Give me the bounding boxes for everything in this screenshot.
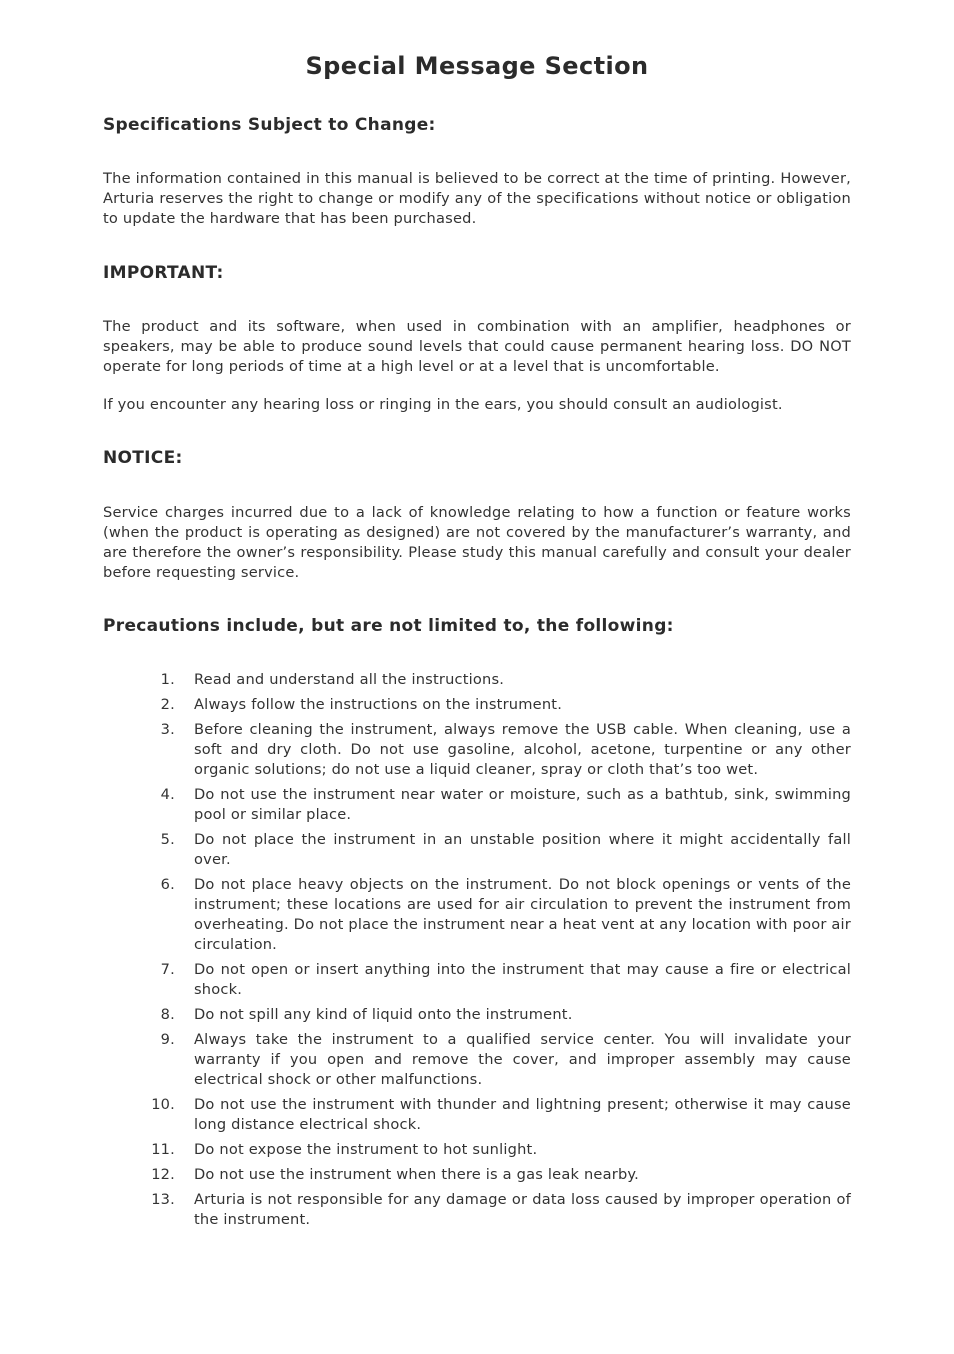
precautions-list <box>103 670 851 1235</box>
important-paragraph: The product and its software, when used in combination with an amplifier, headphones or speakers, may be able to produce sound levels that could cause permanent hearing loss. DO NOT operate for long periods of time at a high level or at a level that is uncomfortable. <box>103 318 851 375</box>
important-heading: IMPORTANT: <box>103 263 224 283</box>
list-item-number: 13. <box>151 1191 175 1208</box>
list-item-number: 6. <box>160 876 175 893</box>
list-item <box>103 1005 851 1025</box>
list-item <box>103 875 851 955</box>
list-item <box>103 1095 851 1135</box>
list-item-number: 11. <box>151 1141 175 1158</box>
list-item-text: Do not place heavy objects on the instrument. Do not block openings or vents of the instrument; these locations are used for air circulation to prevent the instrument from overheating. Do not place the instrument near a heat vent at any location with poor air circulation. <box>194 876 851 953</box>
list-item <box>103 695 851 715</box>
list-item-number: 3. <box>160 721 175 738</box>
list-item-text: Always take the instrument to a qualified service center. You will invalidate your warranty if you open and remove the cover, and improper assembly may cause electrical shock or other malfunctions. <box>194 1031 851 1088</box>
list-item <box>103 670 851 690</box>
list-item-text: Do not place the instrument in an unstable position where it might accidentally fall over. <box>194 831 851 868</box>
list-item <box>103 1165 851 1185</box>
list-item-text: Always follow the instructions on the instrument. <box>194 696 563 713</box>
list-item-number: 7. <box>160 961 175 978</box>
list-item-text: Do not spill any kind of liquid onto the instrument. <box>194 1006 573 1023</box>
notice-paragraph: Service charges incurred due to a lack of knowledge relating to how a function or feature works (when the product is operating as designed) are not covered by the manufacturer’s warranty, and are therefore the owner’s responsibility. Please study this manual carefully and consult your dealer before requesting service. <box>103 504 851 581</box>
notice-heading: NOTICE: <box>103 448 183 468</box>
list-item <box>103 830 851 870</box>
list-item-text: Do not use the instrument near water or moisture, such as a bathtub, sink, swimming pool or similar place. <box>194 786 851 823</box>
precautions-heading: Precautions include, but are not limited to, the following: <box>103 616 674 636</box>
list-item-number: 1. <box>160 671 175 688</box>
list-item-text: Do not expose the instrument to hot sunlight. <box>194 1141 538 1158</box>
list-item-number: 8. <box>160 1006 175 1023</box>
list-item-number: 5. <box>160 831 175 848</box>
list-item <box>103 960 851 1000</box>
list-item <box>103 1030 851 1090</box>
list-item-number: 12. <box>151 1166 175 1183</box>
list-item-number: 4. <box>160 786 175 803</box>
list-item <box>103 720 851 780</box>
list-item <box>103 1190 851 1230</box>
list-item-text: Arturia is not responsible for any damage or data loss caused by improper operation of the instrument. <box>194 1191 851 1228</box>
list-item-number: 2. <box>160 696 175 713</box>
hearing-loss-paragraph: If you encounter any hearing loss or ringing in the ears, you should consult an audiologist. <box>103 396 783 413</box>
page-title: Special Message Section <box>305 52 649 80</box>
list-item-text: Read and understand all the instructions. <box>194 671 505 688</box>
list-item-number: 10. <box>151 1096 175 1113</box>
list-item <box>103 1140 851 1160</box>
specifications-heading: Specifications Subject to Change: <box>103 115 436 135</box>
list-item-text: Do not open or insert anything into the instrument that may cause a fire or electrical shock. <box>194 961 851 998</box>
list-item-number: 9. <box>160 1031 175 1048</box>
list-item <box>103 785 851 825</box>
list-item-text: Do not use the instrument with thunder and lightning present; otherwise it may cause long distance electrical shock. <box>194 1096 851 1133</box>
specifications-paragraph: The information contained in this manual is believed to be correct at the time of printing. However, Arturia reserves the right to change or modify any of the specifications without notice or obligation to update the hardware that has been purchased. <box>103 170 851 227</box>
list-item-text: Before cleaning the instrument, always remove the USB cable. When cleaning, use a soft and dry cloth. Do not use gasoline, alcohol, acetone, turpentine or any other organic solutions; do not use a liquid cleaner, spray or cloth that’s too wet. <box>194 721 851 778</box>
list-item-text: Do not use the instrument when there is a gas leak nearby. <box>194 1166 640 1183</box>
